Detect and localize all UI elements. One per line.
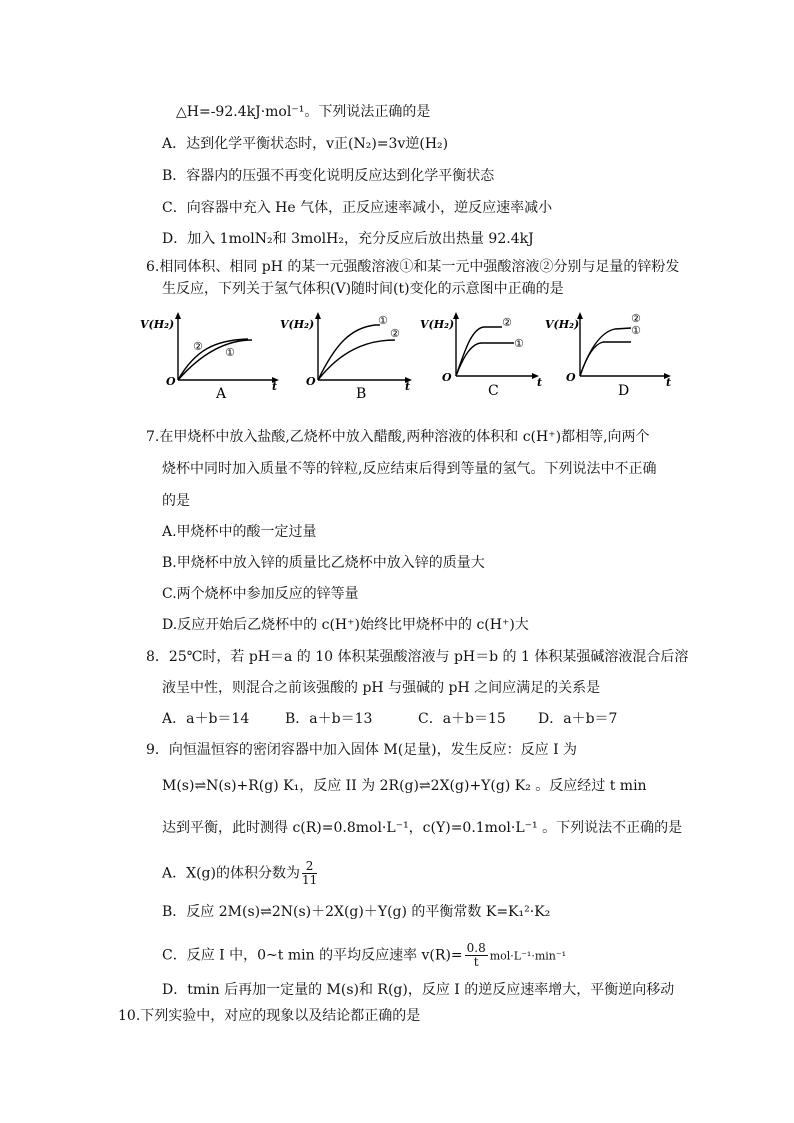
q5-option-b: B．容器内的压强不再变化说明反应达到化学平衡状态 <box>162 168 495 184</box>
graph-c-curve-1 <box>456 343 514 376</box>
q9-a-numerator: 2 <box>302 860 317 874</box>
graph-b-origin: O <box>306 375 316 388</box>
graph-d-curve-1 <box>580 342 631 376</box>
graph-d-xlabel: t <box>666 376 672 389</box>
q8-option-b: B．a＋b＝13 <box>285 711 373 727</box>
graph-b-marker-2: ② <box>390 327 400 340</box>
q6-graph-d <box>545 310 680 402</box>
graph-c-origin: O <box>442 371 452 384</box>
graph-d-marker-2: ② <box>631 312 641 325</box>
q6-graph-a <box>140 310 290 402</box>
q7-option-b: B.甲烧杯中放入锌的质量比乙烧杯中放入锌的质量大 <box>162 555 485 571</box>
graph-c-ylabel: V(H₂) <box>420 318 455 331</box>
graph-d-marker-1: ① <box>631 324 641 337</box>
q7-option-a: A.甲烧杯中的酸一定过量 <box>162 524 317 540</box>
q9-option-c-text: C．反应 I 中，0~t min 的平均反应速率 v(R)= <box>162 947 463 964</box>
graph-a-marker-1: ① <box>225 346 235 359</box>
q8-stem-line1: 8．25℃时，若 pH＝a 的 10 体积某强酸溶液与 pH＝b 的 1 体积某强碱溶液混合后溶 <box>146 649 689 665</box>
q10-stem: 10.下列实验中，对应的现象以及结论都正确的是 <box>118 1008 421 1024</box>
graph-b-label: B <box>356 386 367 402</box>
q6-graph-c <box>420 310 550 402</box>
q9-option-c <box>162 942 566 969</box>
graph-c-xlabel: t <box>537 376 543 389</box>
q9-stem-line2: M(s)⇌N(s)+R(g) K₁，反应 II 为 2R(g)⇌2X(g)+Y(g) K₂ 。反应经过 t min <box>162 778 647 794</box>
graph-d-origin: O <box>566 371 576 384</box>
graph-c-curve-2 <box>456 327 502 376</box>
q6-stem-line2: 生反应，下列关于氢气体积(V)随时间(t)变化的示意图中正确的是 <box>162 281 564 297</box>
graph-a-origin: O <box>166 375 176 388</box>
q9-option-a-fraction <box>302 860 317 887</box>
graph-b-marker-1: ① <box>378 314 388 327</box>
q9-stem-line1: 9．向恒温恒容的密闭容器中加入固体 M(足量)，发生反应：反应 I 为 <box>146 742 578 758</box>
graph-c-marker-2: ② <box>502 316 512 329</box>
q9-c-denominator: t <box>473 955 479 969</box>
q7-stem-line1: 7.在甲烧杯中放入盐酸,乙烧杯中放入醋酸,两种溶液的体积和 c(H⁺)都相等,向两个 <box>146 429 650 445</box>
graph-a-marker-2: ② <box>193 340 203 353</box>
q8-option-a: A．a＋b＝14 <box>162 711 250 727</box>
q7-stem-line2: 烧杯中同时加入质量不等的锌粒,反应结束后得到等量的氢气。下列说法中不正确 <box>162 461 657 477</box>
q5-option-a: A．达到化学平衡状态时，v正(N₂)=3v逆(H₂) <box>162 136 449 152</box>
q9-option-a <box>162 860 319 887</box>
q9-stem-line3: 达到平衡，此时测得 c(R)=0.8mol·L⁻¹，c(Y)=0.1mol·L⁻¹ 。下列说法不正确的是 <box>162 820 683 836</box>
q8-option-c: C．a＋b＝15 <box>418 711 506 727</box>
q9-option-a-text: A．X(g)的体积分数为 <box>162 865 300 882</box>
q9-option-c-unit: mol·L⁻¹·min⁻¹ <box>489 949 567 963</box>
graph-d-label: D <box>618 383 630 399</box>
q9-c-numerator: 0.8 <box>466 941 486 955</box>
graph-a-ylabel: V(H₂) <box>140 318 175 331</box>
q6-stem-line1: 6.相同体积、相同 pH 的某一元强酸溶液①和某一元中强酸溶液②分别与足量的锌粉发 <box>146 259 680 275</box>
graph-d-ylabel: V(H₂) <box>545 318 580 331</box>
q7-option-c: C.两个烧杯中参加反应的锌等量 <box>162 586 359 602</box>
graph-a-curve-1 <box>178 340 252 380</box>
q5-option-c: C．向容器中充入 He 气体，正反应速率减小，逆反应速率减小 <box>162 200 553 216</box>
graph-a-curve-2 <box>178 339 248 380</box>
q5-option-d: D．加入 1molN₂和 3molH₂，充分反应后放出热量 92.4kJ <box>162 231 534 247</box>
graph-c-marker-1: ① <box>514 337 524 350</box>
q7-option-d: D.反应开始后乙烧杯中的 c(H⁺)始终比甲烧杯中的 c(H⁺)大 <box>162 617 529 633</box>
graph-a-label: A <box>216 386 227 402</box>
q9-option-d: D．tmin 后再加一定量的 M(s)和 R(g)，反应 I 的逆反应速率增大，平衡逆向移动 <box>162 982 675 998</box>
q5-stem: △H=-92.4kJ·mol⁻¹。下列说法正确的是 <box>176 104 431 120</box>
graph-c-label: C <box>488 383 499 399</box>
q7-stem-line3: 的是 <box>162 493 190 509</box>
graph-a-xlabel: t <box>272 380 278 393</box>
graph-d-curve-2 <box>580 328 631 376</box>
q8-stem-line2: 液呈中性，则混合之前该强酸的 pH 与强碱的 pH 之间应满足的关系是 <box>162 680 601 696</box>
graph-b-xlabel: t <box>405 380 411 393</box>
graph-b-ylabel: V(H₂) <box>280 318 315 331</box>
q9-a-denominator: 11 <box>301 873 318 887</box>
q9-option-c-fraction <box>465 942 488 969</box>
q6-graph-b <box>280 310 430 402</box>
q9-option-b: B．反应 2M(s)⇌2N(s)＋2X(g)＋Y(g) 的平衡常数 K=K₁²·K₂ <box>162 904 551 920</box>
q8-option-d: D．a＋b＝7 <box>538 711 618 727</box>
